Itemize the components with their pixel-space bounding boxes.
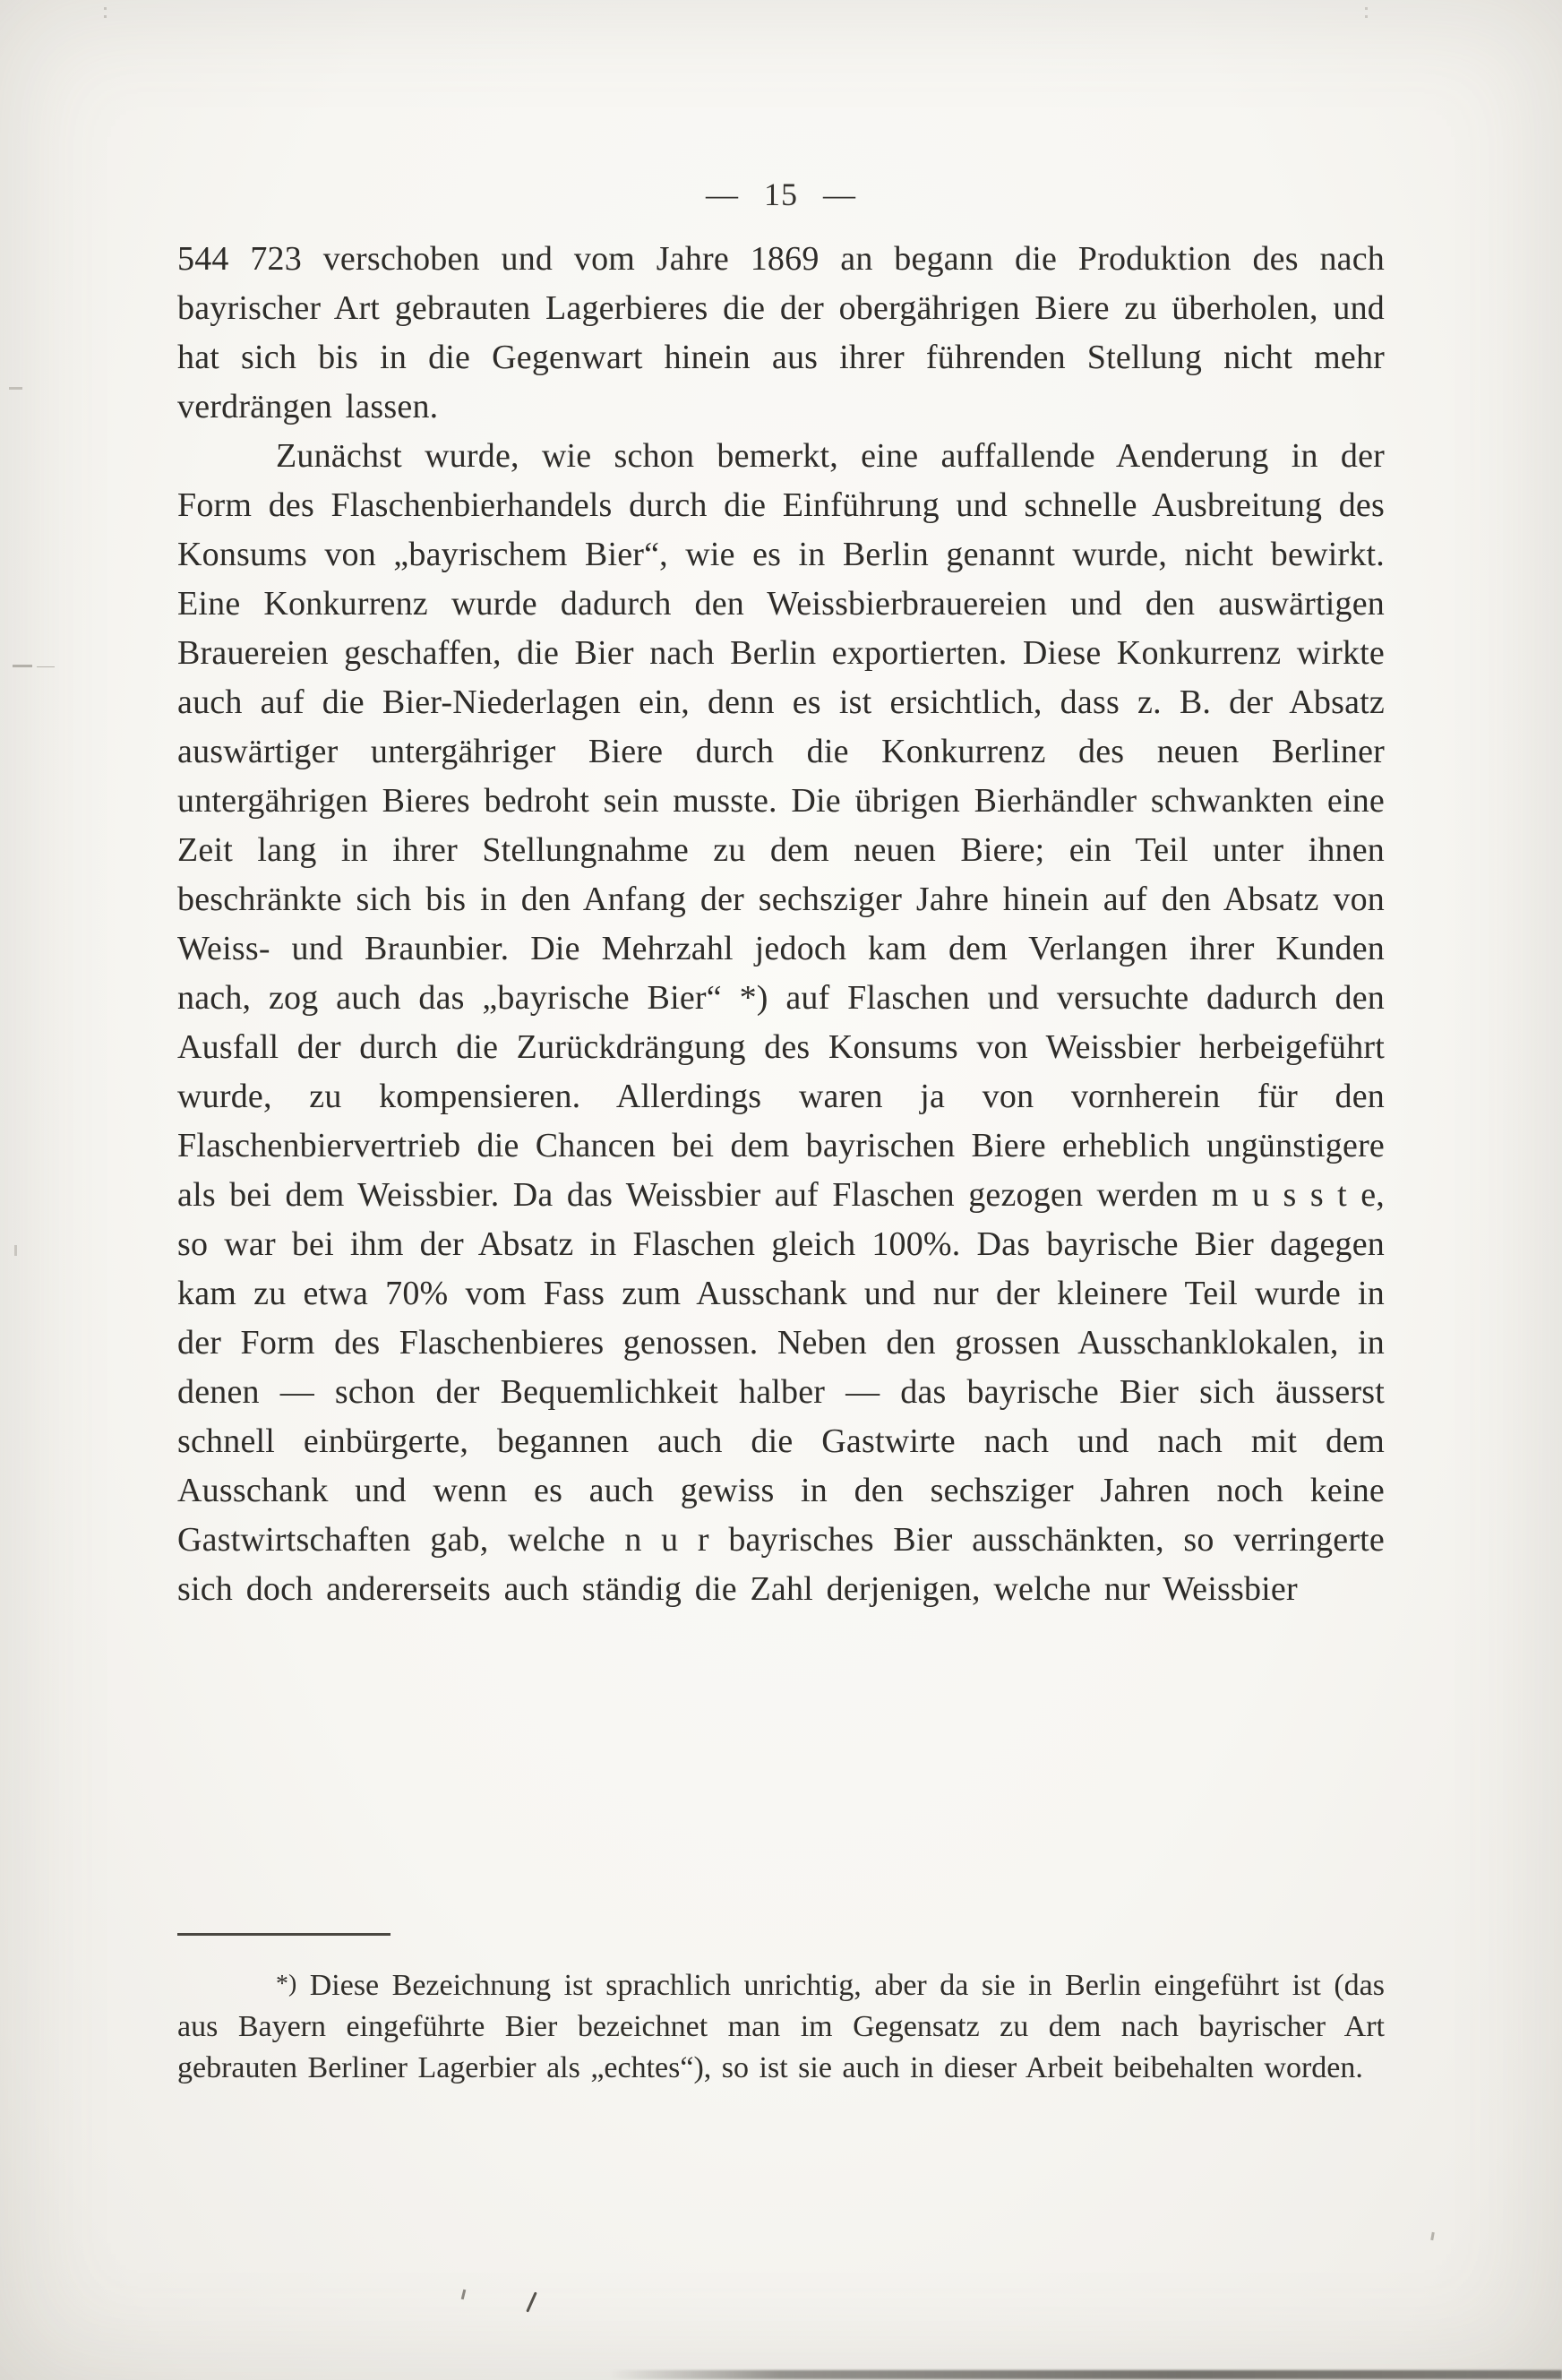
scan-artifact (1365, 7, 1368, 10)
scan-artifact (526, 2291, 537, 2312)
scan-artifact (9, 387, 22, 390)
footnote-separator (177, 1933, 390, 1936)
page-number: — 15 — (706, 176, 856, 212)
footnote-paragraph (177, 1963, 1385, 2089)
footnote (177, 1963, 1385, 2089)
scan-artifact (14, 1245, 17, 1256)
body-text (177, 235, 1385, 1614)
footnote-marker: *) (276, 1970, 297, 1998)
scan-artifact (104, 7, 107, 10)
footnote-text: Diese Bezeichnung ist sprachlich unrichtig, aber da sie in Berlin eingeführt ist (das aus Bayern eingeführte Bier bezeichnet man im Gegensatz zu dem nach bayrischer Art gebrauten Berliner Lagerbier als „echtes“), so ist sie auch in dieser Arbeit beibehalten worden. (177, 1969, 1385, 2084)
scan-artifact (13, 665, 32, 667)
paragraph: 544 723 verschoben und vom Jahre 1869 an begann die Produktion des nach bayrischer Art gebrauten Lagerbieres die der obergährigen Biere zu überholen, und hat sich bis in die Gegenwart hinein aus ihrer führenden Stellung nicht mehr verdrängen lassen. (177, 240, 1385, 425)
scanner-edge-shadow (609, 2370, 1562, 2379)
scan-artifact (1430, 2232, 1435, 2240)
scan-artifact (461, 2290, 467, 2299)
paragraph: Zunächst wurde, wie schon bemerkt, eine auffallende Aenderung in der Form des Flaschenbierhandels durch die Einführung und schnelle Ausbreitung des Konsums von „bayrischem Bier“, wie es in Berlin genannt wurde, nicht bewirkt. Eine Konkurrenz wurde dadurch den Weissbierbrauereien und den auswärtigen Brauereien geschaffen, die Bier nach Berlin exportierten. Diese Konkurrenz wirkte auch auf die Bier-Niederlagen ein, denn es ist ersichtlich, dass z. B. der Absatz auswärtiger untergähriger Biere durch die Konkurrenz des neuen Berliner untergährigen Bieres bedroht sein musste. Die übrigen Bierhändler schwankten eine Zeit lang in ihrer Stellungnahme zu dem neuen Biere; ein Teil unter ihnen beschränkte sich bis in den Anfang der sechsziger Jahre hinein auf den Absatz von Weiss- und Braunbier. Die Mehrzahl jedoch kam dem Verlangen ihrer Kunden nach, zog auch das „bayrische Bier“ *) auf Flaschen und versuchte dadurch den Ausfall der durch die Zurückdrängung des Konsums von Weissbier herbeigeführt wurde, zu kompensieren. Allerdings waren ja von vornherein für den Flaschenbiervertrieb die Chancen bei dem bayrischen Biere erheblich ungünstigere als bei dem Weissbier. Da das Weissbier auf Flaschen gezogen werden m u s s t e, so war bei ihm der Absatz in Flaschen gleich 100%. Das bayrische Bier dagegen kam zu etwa 70% vom Fass zum Ausschank und nur der kleinere Teil wurde in der Form des Flaschenbieres genossen. Neben den grossen Ausschanklokalen, in denen — schon der Bequemlichkeit halber — das bayrische Bier sich äusserst schnell einbürgerte, begannen auch die Gastwirte nach und nach mit dem Ausschank und wenn es auch gewiss in den sechsziger Jahren noch keine Gastwirtschaften gab, welche n u r bayrisches Bier ausschänkten, so verringerte sich doch andererseits auch ständig die Zahl derjenigen, welche nur Weissbier (177, 437, 1385, 1608)
